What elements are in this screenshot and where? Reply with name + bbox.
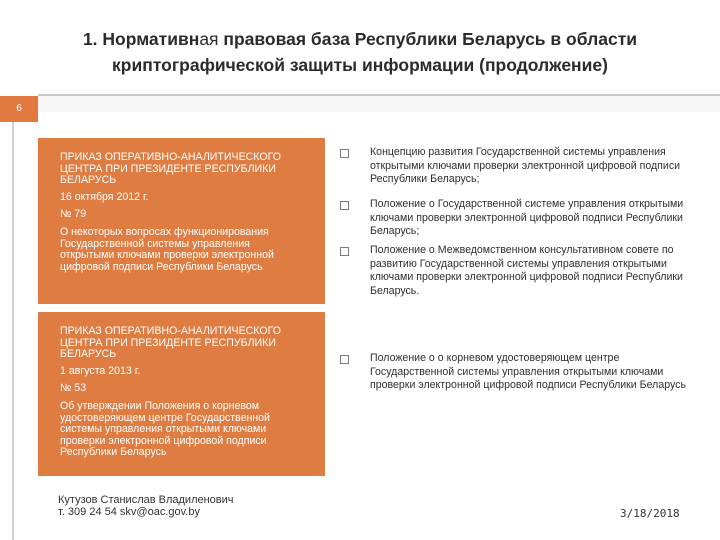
order-box-1 [38, 138, 325, 304]
order-1-subject: О некоторых вопросах функционирования Государственной системы управления открытыми ключами проверки электронной цифровой подписи Республики Беларусь [60, 225, 274, 273]
order-2-subject: Об утверждении Положения о корневом удостоверяющем центре Государственной системы управления открытыми ключами проверки электронной цифровой подписи Республики Беларусь [60, 399, 270, 459]
author-contact: т. 309 24 54 skv@oac.gov.by [58, 506, 200, 518]
title-thin: ая [199, 29, 219, 49]
footer-date: 3/18/2018 [620, 507, 680, 520]
footer-author-block [58, 494, 234, 518]
list-item-text: Положение о Межведомственном консультативном совете по развитию Государственной системы управления открытыми ключами проверки электронной цифровой подписи Республики Беларусь. [370, 244, 683, 297]
order-1-header: ПРИКАЗ ОПЕРАТИВНО-АНАЛИТИЧЕСКОГО ЦЕНТРА ПРИ ПРЕЗИДЕНТЕ РЕСПУБЛИКИ БЕЛАРУСЬ [60, 151, 281, 187]
order-box-2 [38, 312, 325, 476]
order-1-date: 16 октября 2012 г. [60, 190, 149, 203]
author-name: Кутузов Станислав Владиленович [58, 494, 234, 506]
order-2-header: ПРИКАЗ ОПЕРАТИВНО-АНАЛИТИЧЕСКОГО ЦЕНТРА ПРИ ПРЕЗИДЕНТЕ РЕСПУБЛИКИ БЕЛАРУСЬ [60, 325, 281, 361]
title-rest: правовая база Республики Беларусь в области криптографической защиты информации (продолжение) [112, 29, 638, 75]
order-2-number: № 53 [60, 382, 87, 395]
order-2-date: 1 августа 2013 г. [60, 364, 141, 377]
side-rule [12, 122, 14, 540]
list-item-text: Концепцию развития Государственной системы управления открытыми ключами проверки электронной цифровой подписи Республики Беларусь; [370, 146, 681, 186]
slide-title [30, 26, 690, 78]
square-bullet-icon [340, 201, 349, 210]
title-bold: 1. Нормативн [82, 29, 200, 49]
list-item-text: Положение о Государственной системе управления открытыми ключами проверки электронной цифровой подписи Республики Беларусь; [370, 198, 684, 238]
square-bullet-icon [340, 355, 349, 364]
list-item-text: Положение о о корневом удостоверяющем центре Государственной системы управления открытыми ключами проверки электронной цифровой подписи Республики Беларусь [370, 352, 686, 392]
square-bullet-icon [340, 149, 349, 158]
header-accent-band [38, 96, 720, 112]
square-bullet-icon [340, 247, 349, 256]
order-1-number: № 79 [60, 208, 87, 221]
slide-number: 6 [0, 96, 38, 122]
